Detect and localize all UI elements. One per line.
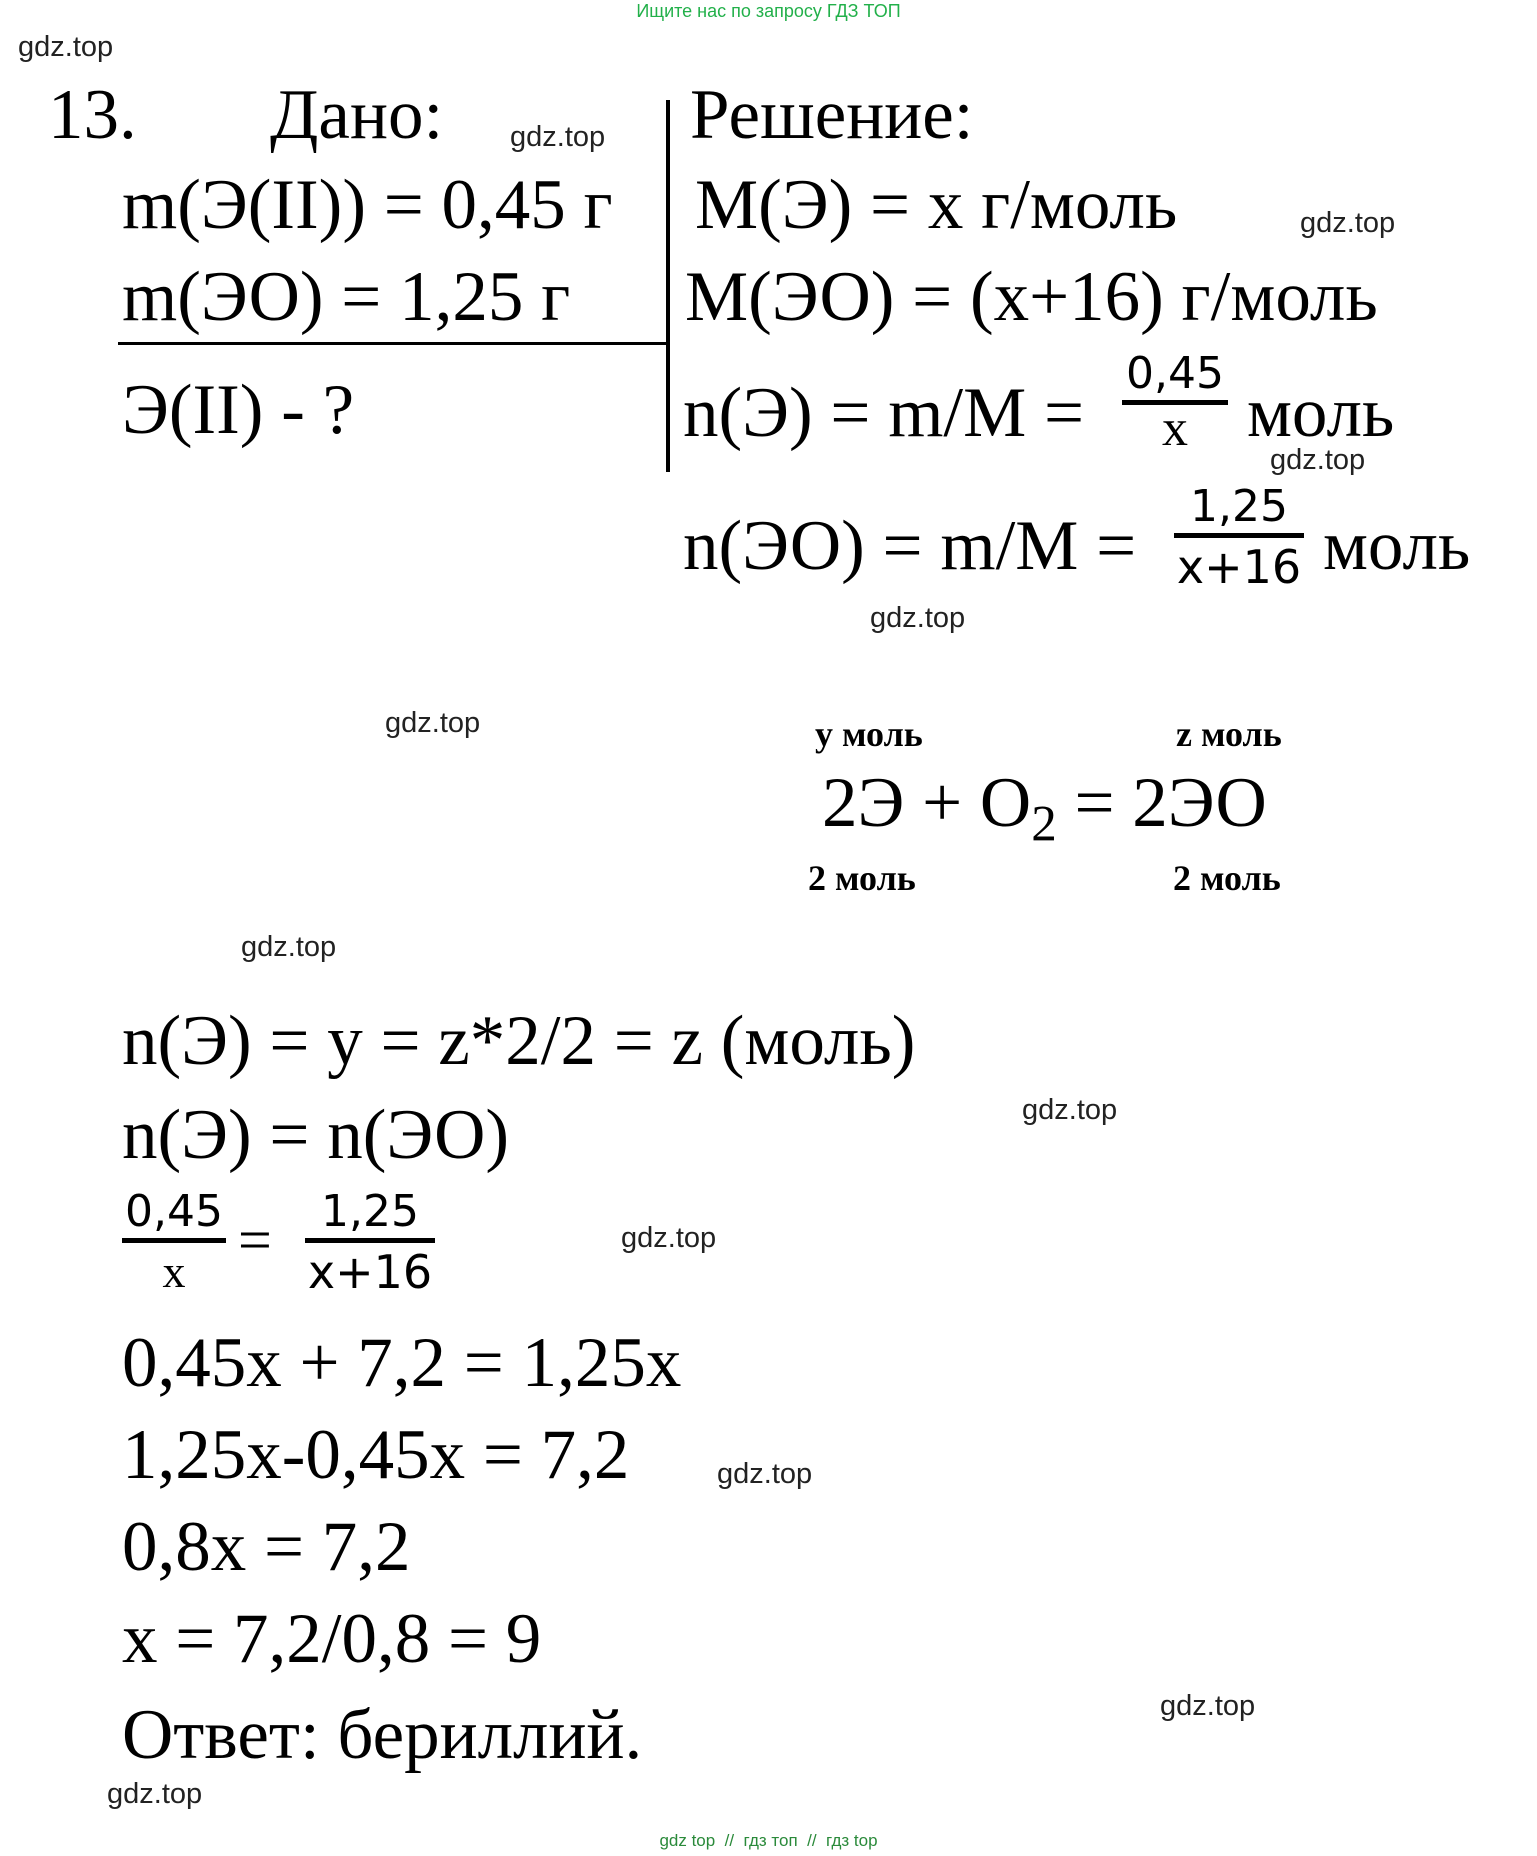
watermark: gdz.top	[510, 121, 606, 153]
work-line-6: 0,8x = 7,2	[122, 1508, 411, 1586]
reaction-below-right: 2 моль	[1173, 858, 1281, 898]
solution-moles-element: n(Э) = m/M =	[683, 374, 1085, 452]
watermark: gdz.top	[18, 31, 114, 63]
solution-fraction-element	[1122, 348, 1228, 457]
fraction-numerator: 0,45	[1126, 348, 1224, 399]
solution-unit: моль	[1323, 507, 1471, 585]
answer: Ответ: бериллий.	[122, 1696, 643, 1774]
problem-number: 13.	[48, 76, 137, 154]
watermark: gdz.top	[1270, 444, 1366, 476]
given-divider-horizontal	[118, 342, 668, 345]
work-line-4: 0,45x + 7,2 = 1,25x	[122, 1324, 682, 1402]
work-line-7: x = 7,2/0,8 = 9	[122, 1600, 542, 1678]
given-mass-oxide: m(ЭО) = 1,25 г	[122, 258, 571, 336]
given-question: Э(II) - ?	[122, 371, 355, 449]
watermark: gdz.top	[870, 602, 966, 634]
watermark: gdz.top	[385, 707, 481, 739]
fraction-numerator: 0,45	[125, 1186, 223, 1237]
watermark: gdz.top	[1022, 1094, 1118, 1126]
fraction-numerator: 1,25	[1190, 481, 1288, 532]
given-title: Дано:	[270, 76, 444, 154]
work-line-2: n(Э) = n(ЭО)	[122, 1096, 509, 1174]
reaction-above-right: z моль	[1176, 714, 1282, 754]
solution-title: Решение:	[690, 76, 974, 154]
reaction-subscript: 2	[1031, 795, 1057, 853]
fraction-denominator: x+16	[307, 1245, 433, 1299]
fraction-bar	[1174, 533, 1304, 538]
work-line-1: n(Э) = y = z*2/2 = z (моль)	[122, 1002, 916, 1080]
work-line-5: 1,25x-0,45x = 7,2	[122, 1416, 630, 1494]
top-search-link[interactable]: Ищите нас по запросу ГДЗ ТОП	[636, 1, 901, 21]
watermark: gdz.top	[1300, 207, 1396, 239]
watermark: gdz.top	[241, 931, 337, 963]
reaction-equation-left: 2Э + O	[822, 764, 1032, 842]
reaction-below-left: 2 моль	[808, 858, 916, 898]
work-fraction-left	[122, 1186, 226, 1297]
watermark: gdz.top	[107, 1778, 203, 1810]
work-fraction-right	[305, 1186, 435, 1299]
fraction-denominator: x	[162, 1246, 186, 1297]
solution-molar-mass-oxide: M(ЭО) = (x+16) г/моль	[685, 258, 1378, 336]
reaction-above-left: y моль	[815, 714, 923, 754]
watermark: gdz.top	[621, 1222, 717, 1254]
watermark: gdz.top	[717, 1458, 813, 1490]
solution-molar-mass-element: M(Э) = x г/моль	[695, 166, 1178, 244]
fraction-denominator: x	[1162, 400, 1188, 457]
reaction-equation-right: = 2ЭО	[1056, 764, 1267, 842]
solution-fraction-oxide	[1174, 481, 1304, 594]
solution-unit: моль	[1247, 374, 1395, 452]
fraction-bar	[305, 1238, 435, 1243]
footer-links[interactable]: gdz top // гдз топ // гдз top	[659, 1831, 878, 1850]
fraction-bar	[122, 1238, 226, 1243]
fraction-denominator: x+16	[1176, 540, 1302, 594]
given-mass-element: m(Э(II)) = 0,45 г	[122, 166, 613, 244]
fraction-numerator: 1,25	[321, 1186, 419, 1237]
reaction-equation	[822, 764, 1267, 853]
work-equals: =	[238, 1207, 272, 1273]
solution-moles-oxide: n(ЭО) = m/M =	[683, 507, 1137, 585]
given-divider-vertical	[666, 100, 670, 472]
watermark: gdz.top	[1160, 1690, 1256, 1722]
